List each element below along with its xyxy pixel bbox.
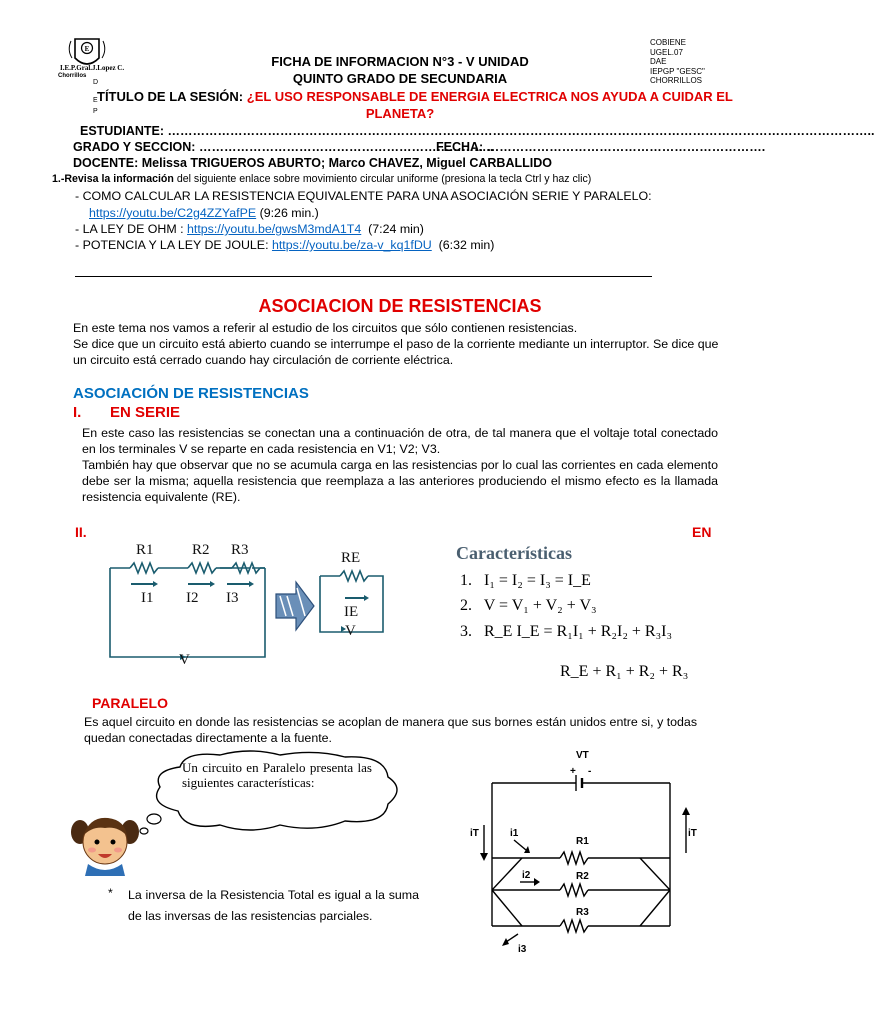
serie-title: EN SERIE <box>110 404 181 421</box>
label-r3: R3 <box>231 542 249 558</box>
label-i1: I1 <box>141 590 154 606</box>
review-item-3-text: - POTENCIA Y LA LEY DE JOULE: <box>75 238 272 252</box>
video-time: (7:24 min) <box>368 222 424 236</box>
subsection-title: ASOCIACIÓN DE RESISTENCIAS <box>73 385 309 402</box>
review-item-2-text: - LA LEY DE OHM : <box>75 222 188 236</box>
logo-letter-p: P <box>93 108 98 115</box>
label-i3: I3 <box>226 590 239 606</box>
parallel-circuit-diagram <box>462 740 712 956</box>
review-item-3 <box>75 237 494 253</box>
review-item-1: - COMO CALCULAR LA RESISTENCIA EQUIVALENTE PARA UNA ASOCIACIÓN SERIE Y PARALELO: <box>75 189 652 203</box>
serie-number: I. <box>73 404 82 421</box>
characteristics-heading: Características <box>456 543 572 563</box>
section-2-en: EN <box>692 524 712 540</box>
date-field[interactable]: FECHA: …………………………………………………………. <box>436 140 766 154</box>
serie-paragraph-1: En este caso las resistencias se conectan una a continuación de otra, de tal manera que el voltaje total conectado en los terminales V se reparte en cada resistencia en V1; V2; V3. <box>82 426 718 456</box>
label-ie: IE <box>344 604 359 620</box>
header-right-line: CHORRILLOS <box>650 76 703 85</box>
characteristic-1: 1. I₁ = I₂ = I₃ = I_E <box>460 572 591 589</box>
label-i1: i1 <box>510 828 519 839</box>
header-right-line: COBIENE <box>650 38 687 47</box>
paralelo-title: PARALELO <box>92 695 168 711</box>
page-title: FICHA DE INFORMACION N°3 - V UNIDAD <box>271 54 529 69</box>
page-subtitle: QUINTO GRADO DE SECUNDARIA <box>292 71 508 86</box>
review-item-1-link-row <box>89 205 319 221</box>
logo-letter-d: D <box>93 79 99 86</box>
bullet-mark: * <box>108 886 113 900</box>
review-lead: 1.-Revisa la información <box>52 173 174 185</box>
logo-letter-e: E <box>93 97 98 104</box>
label-r3: R3 <box>576 907 589 918</box>
intro-paragraph-1: En este tema nos vamos a referir al estudio de los circuitos que sólo contienen resistencias. <box>73 321 578 335</box>
video-link-ohm[interactable]: https://youtu.be/gwsM3mdA1T4 <box>187 222 362 236</box>
label-re: RE <box>341 550 361 566</box>
resistor-r2 <box>188 563 216 573</box>
bullet-text: La inversa de la Resistencia Total es igual a la suma de las inversas de las resistencias parciales. <box>128 888 419 923</box>
intro-paragraph-2: Se dice que un circuito está abierto cuando se interrumpe el paso de la corriente mediante un interruptor. Se dice que un circuito está cerrado cuando hay circulación de corriente eléctrica. <box>73 337 719 367</box>
resistor-re <box>340 571 368 581</box>
characteristic-2: 2. V = V₁ + V₂ + V₃ <box>460 597 597 614</box>
label-plus: + <box>570 766 576 777</box>
label-i3: i3 <box>518 944 527 955</box>
label-r1: R1 <box>136 542 154 558</box>
review-item-2 <box>75 221 424 237</box>
review-instruction <box>52 173 752 185</box>
header-right-line: IEPGP "GESC" <box>650 66 705 76</box>
header-right-block <box>650 38 740 88</box>
label-i2: i2 <box>522 870 531 881</box>
bubble-text: Un circuito en Paralelo presenta las siguientes características: <box>182 760 372 790</box>
grade-field[interactable]: GRADO Y SECCION: …………………………………………………………….. <box>73 140 494 154</box>
video-time: (6:32 min) <box>438 238 495 252</box>
equivalence-arrow-icon <box>276 582 314 630</box>
characteristic-3: 3. R_E I_E = R₁I₁ + R₂I₂ + R₃I₃ <box>460 623 673 640</box>
label-i2: I2 <box>186 590 199 606</box>
serie-paragraph-2: También hay que observar que no se acumula carga en las resistencias por lo cual las corrientes en cada elemento debe ser la misma; aquella resistencia que reemplaza a las anteriores produciendo el mismo efecto es la llamada resistencia equivalente (RE). <box>82 458 718 504</box>
header-right-line: UGEL.07 <box>650 47 683 57</box>
session-title <box>97 89 737 104</box>
label-r1: R1 <box>576 836 589 847</box>
resistor-r3 <box>560 920 588 932</box>
characteristic-extra: R_E + R₁ + R₂ + R₃ <box>560 663 689 680</box>
session-title-line2: PLANETA? <box>365 106 435 121</box>
crest-letter: E <box>84 45 90 53</box>
student-field[interactable]: ESTUDIANTE: …………………………………………………………………………………………………………………………………………………….. <box>80 124 874 138</box>
session-title-line1: ¿EL USO RESPONSABLE DE ENERGIA ELECTRICA NOS AYUDA A CUIDAR EL <box>246 89 733 104</box>
header-right-line: DAE <box>650 57 667 66</box>
logo-caption: I.E.P.Gral.J.Lopez C. <box>60 64 125 72</box>
girl-cartoon-icon <box>70 812 140 876</box>
label-minus: - <box>588 766 592 777</box>
resistor-r1 <box>130 563 158 573</box>
label-vt: VT <box>576 750 589 761</box>
logo-subcaption: Chorrillos <box>58 73 87 79</box>
session-label: TÍTULO DE LA SESIÓN: <box>97 89 244 104</box>
label-r2: R2 <box>192 542 210 558</box>
resistor-r1 <box>560 852 588 864</box>
label-v: V <box>179 652 190 668</box>
series-circuit-diagram <box>100 536 440 668</box>
video-link-resistance[interactable]: https://youtu.be/C2g4ZZYafPE <box>89 206 257 220</box>
label-it-right: iT <box>688 828 697 839</box>
paralelo-paragraph: Es aquel circuito en donde las resistencias se acoplan de manera que sus bornes están unidos entre si, y todas quedan conectadas directamente a la fuente. <box>84 715 698 745</box>
video-time: (9:26 min.) <box>259 206 319 220</box>
divider-line <box>75 276 652 277</box>
label-r2: R2 <box>576 871 589 882</box>
resistor-r2 <box>560 884 588 896</box>
section-2-number: II. <box>75 524 87 540</box>
label-it-left: iT <box>470 828 479 839</box>
label-v-eq: V <box>345 623 356 639</box>
video-link-joule[interactable]: https://youtu.be/za-v_kq1fDU <box>271 238 432 252</box>
review-lead-rest: del siguiente enlace sobre movimiento circular uniforme (presiona la tecla Ctrl y haz clic) <box>173 173 592 185</box>
section-title: ASOCIACION DE RESISTENCIAS <box>258 296 542 316</box>
teacher-line: DOCENTE: Melissa TRIGUEROS ABURTO; Marco CHAVEZ, Miguel CARBALLIDO <box>73 156 552 170</box>
